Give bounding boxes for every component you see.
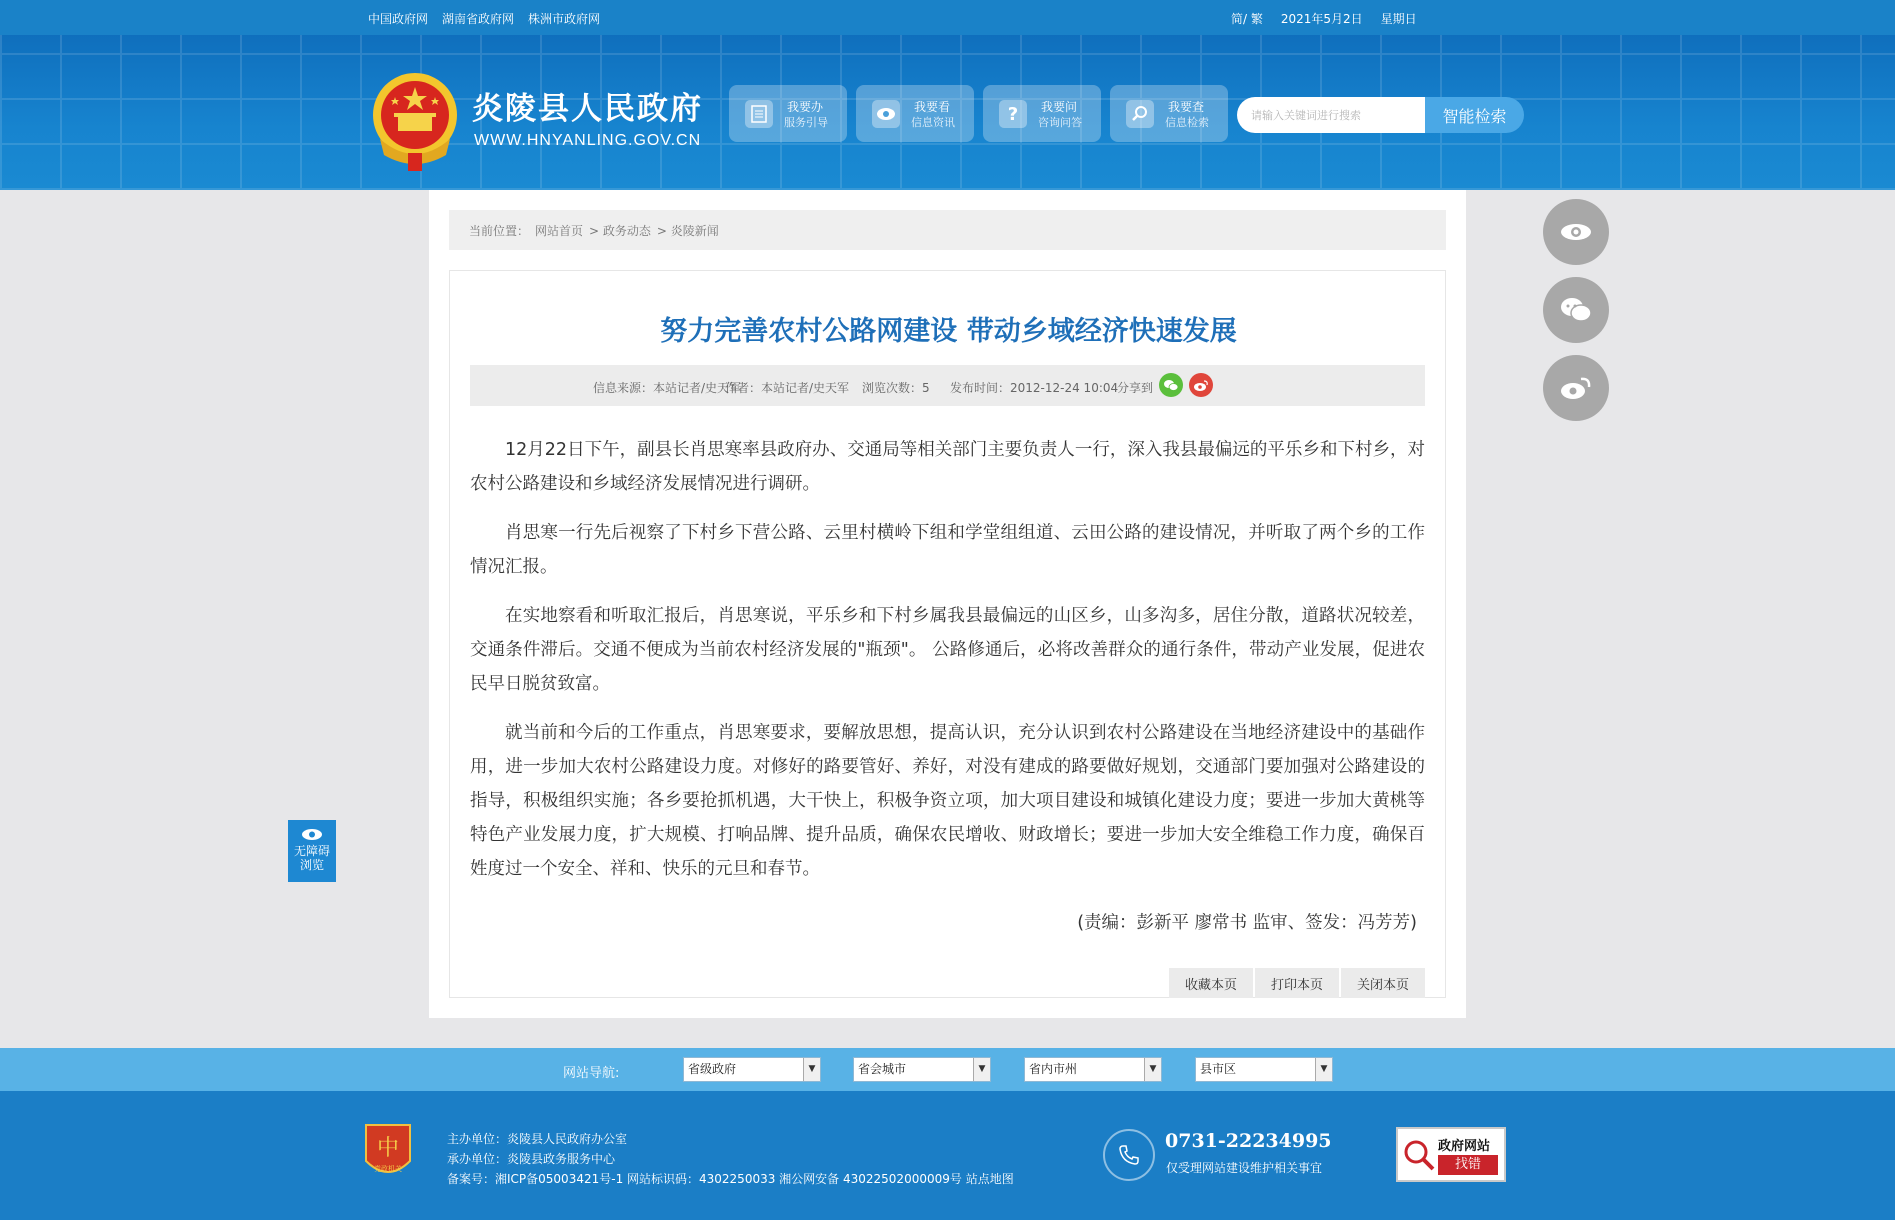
magnifier-icon [1402,1138,1436,1172]
article [449,270,1446,998]
smart-search-button[interactable]: 智能检索 [1425,97,1524,133]
nav-services-subtitle: 服务引导 [784,116,828,129]
float-weibo-button[interactable] [1543,355,1609,421]
site-url: WWW.HNYANLING.GOV.CN [474,132,702,149]
paragraph-4: 就当前和今后的工作重点，肖思寒要求，要解放思想，提高认识，充分认识到农村公路建设在当地经济建设中的基础作用，进一步加大农村公路建设力度。对修好的路要管好、养好，对没有建成的路要做好规划，交通部门要加强对公路建设的指导，积极组织实施；各乡要抢抓机遇，大干快上，积极争资立项，加大项目建设和城镇化建设力度；要进一步加大黄桃等特色产业发展力度，扩大规模、打响品牌、提升品质，确保农民增收、财政增长；要进一步加大安全维稳工作力度，确保百姓度过一个安全、祥和、快乐的元旦和春节。 [470,723,1425,879]
document-icon [745,100,773,128]
select-prefectures-value: 省内市州 [1029,1062,1078,1076]
accessibility-label-2: 浏览 [299,858,324,872]
article-body [470,433,1425,901]
weibo-share-icon[interactable] [1189,373,1213,397]
meta-publish-time: 发布时间：2012-12-24 10:04 [950,381,1119,395]
top-right [1231,10,1417,27]
link-central-gov[interactable]: 中国政府网 [368,12,429,26]
search-icon [1126,100,1154,128]
footer-sponsor: 主办单位：炎陵县人民政府办公室 [447,1132,628,1146]
nav-info-button[interactable] [856,85,974,142]
error-report-line2: 找错 [1438,1155,1498,1175]
select-counties-value: 县市区 [1200,1062,1237,1076]
float-wechat-button[interactable] [1543,277,1609,343]
nav-search-title: 我要查 [1168,100,1205,114]
eye-icon [872,100,900,128]
svg-text:中: 中 [376,1136,400,1161]
chevron-down-icon: ▼ [803,1058,820,1081]
select-province-gov-value: 省级政府 [688,1062,737,1076]
article-actions [1169,968,1425,998]
select-province-gov[interactable] [683,1057,821,1082]
link-hunan-gov[interactable]: 湖南省政府网 [442,12,515,26]
breadcrumb-gov-news[interactable]: > 政务动态 [589,223,651,238]
link-zhuzhou-gov[interactable]: 株洲市政府网 [528,12,601,26]
meta-views: 浏览次数：5 [862,381,930,395]
chevron-down-icon: ▼ [1144,1058,1161,1081]
paragraph-1: 12月22日下午，副县长肖思寒率县政府办、交通局等相关部门主要负责人一行，深入我县最偏远的平乐乡和下村乡，对农村公路建设和乡域经济发展情况进行调研。 [470,440,1425,494]
nav-ask-title: 我要问 [1041,100,1078,114]
select-counties[interactable] [1195,1057,1333,1082]
meta-author: 作者：本站记者/史天军 [725,381,850,395]
breadcrumb-prefix: 当前位置： [469,223,530,238]
search-box [1237,97,1524,133]
accessibility-label-1: 无障碍 [293,844,330,858]
question-icon: ? [999,100,1027,128]
accessibility-button[interactable] [288,820,336,882]
select-capital-cities[interactable] [853,1057,991,1082]
party-gov-emblem-icon[interactable] [362,1121,414,1183]
footer-record: 备案号：湘ICP备05003421号-1 网站标识码：4302250033 湘公网安备 43022502000009号 站点地图 [447,1172,1014,1186]
close-page-button[interactable]: 关闭本页 [1341,968,1425,998]
wechat-share-icon[interactable] [1159,373,1183,397]
select-capital-cities-value: 省会城市 [858,1062,907,1076]
paragraph-3: 在实地察看和听取汇报后，肖思寒说，平乐乡和下村乡属我县最偏远的山区乡，山多沟多，居住分散，道路状况较差，交通条件滞后。交通不便成为当前农村经济发展的"瓶颈"。 公路修通后，必将改善群众的通行条件，带动产业发展，促进农民早日脱贫致富。 [470,606,1425,694]
footer-phone: 0731-22234995 [1165,1130,1332,1152]
editor-credit: (责编：彭新平 廖常书 监审、签发：冯芳芳) [1077,913,1417,933]
weibo-icon [1559,374,1593,402]
bookmark-page-button[interactable]: 收藏本页 [1169,968,1253,998]
national-emblem-icon [368,69,462,173]
footer-organizer: 承办单位：炎陵县政务服务中心 [447,1152,616,1166]
nav-search-subtitle: 信息检索 [1165,116,1209,129]
meta-source: 信息来源：本站记者/史天军 [593,381,742,395]
nav-services-button[interactable] [729,85,847,142]
footer [0,1091,1895,1220]
float-eye-button[interactable] [1543,199,1609,265]
breadcrumb [449,210,1446,250]
site-title: 炎陵县人民政府 [472,91,703,127]
nav-services-title: 我要办 [787,100,824,114]
main-content [429,190,1466,1018]
eye-icon [301,828,323,841]
emblem-text: 党政机关 [374,1165,402,1173]
language-switch[interactable]: 简/ 繁 [1231,12,1263,26]
eye-icon [1559,222,1593,242]
top-bar [0,0,1895,35]
phone-icon [1103,1129,1155,1181]
chevron-down-icon: ▼ [973,1058,990,1081]
nav-info-title: 我要看 [914,100,951,114]
gov-site-error-report-button[interactable] [1396,1127,1506,1182]
nav-ask-button[interactable] [983,85,1101,142]
meta-share-label: 分享到 [1117,381,1154,395]
footer-nav [0,1048,1895,1091]
footer-nav-label: 网站导航: [563,1066,620,1081]
header [0,35,1895,190]
nav-search-button[interactable] [1110,85,1228,142]
breadcrumb-home[interactable]: 网站首页 [535,223,584,238]
print-page-button[interactable]: 打印本页 [1255,968,1339,998]
article-title: 努力完善农村公路网建设 带动乡域经济快速发展 [660,316,1237,347]
search-input[interactable] [1237,97,1427,133]
error-report-line1: 政府网站 [1438,1139,1491,1154]
date-text: 2021年5月2日 [1280,12,1363,26]
nav-info-subtitle: 信息资讯 [911,116,955,129]
footer-info [447,1129,1014,1189]
article-meta [470,365,1425,406]
paragraph-2: 肖思寒一行先后视察了下村乡下营公路、云里村横岭下组和学堂组组道、云田公路的建设情况，并听取了两个乡的工作情况汇报。 [470,523,1425,577]
top-links [368,10,600,27]
breadcrumb-yanling-news[interactable]: > 炎陵新闻 [656,223,719,238]
wechat-icon [1559,296,1593,324]
nav-ask-subtitle: 咨询问答 [1038,116,1082,129]
weekday-text: 星期日 [1380,12,1417,26]
select-prefectures[interactable] [1024,1057,1162,1082]
chevron-down-icon: ▼ [1315,1058,1332,1081]
footer-phone-note: 仅受理网站建设维护相关事宜 [1166,1161,1323,1175]
